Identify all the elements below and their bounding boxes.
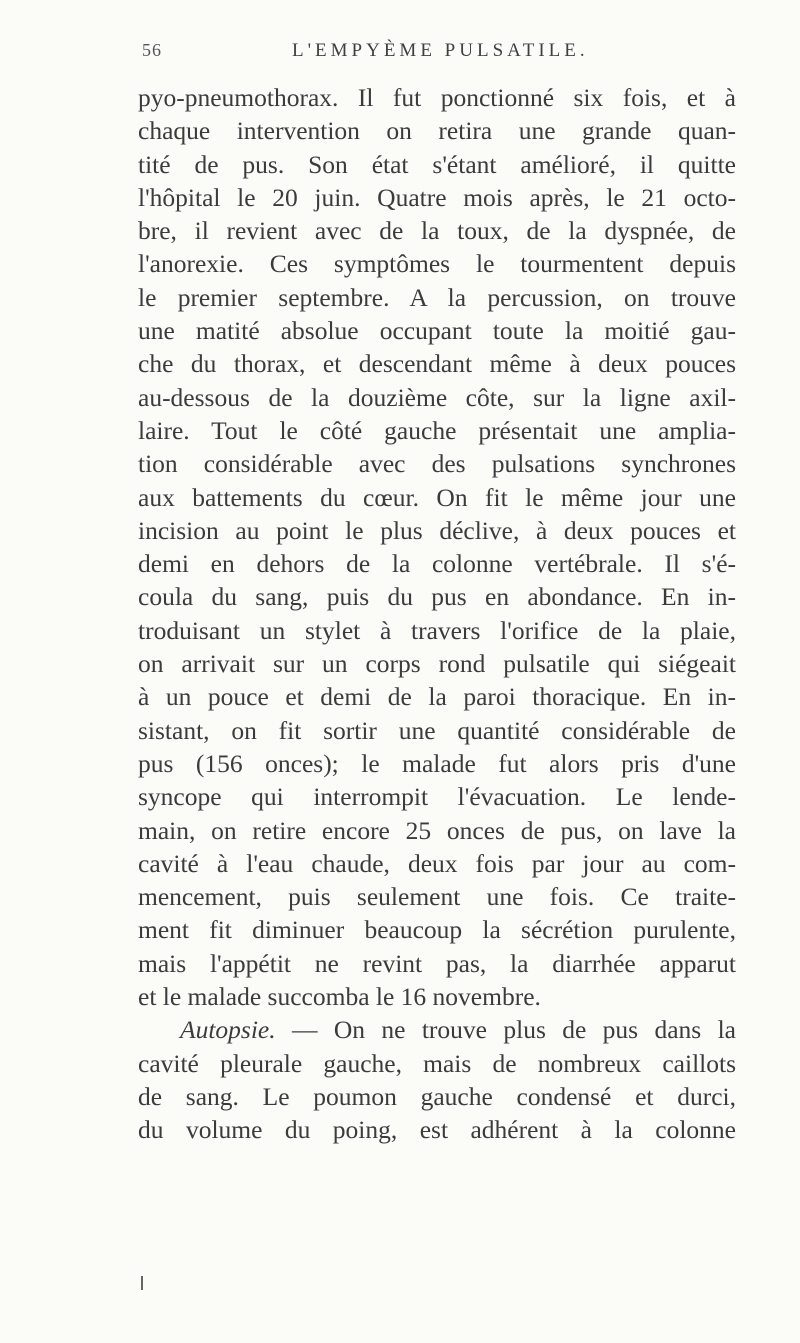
text-line: incision au point le plus déclive, à deux pouces et [138, 515, 736, 545]
text-line: demi en dehors de la colonne vertébrale. Il s'é- [138, 549, 736, 579]
text-line: — On ne trouve plus de pus dans la [275, 1015, 736, 1045]
text-line: chaque intervention on retira une grande quan- [138, 116, 736, 146]
text-line: à un pouce et demi de la paroi thoracique. En in- [138, 682, 736, 712]
text-line: aux battements du cœur. On fit le même jour une [138, 482, 736, 512]
text-line: pus (156 onces); le malade fut alors pris d'une [138, 748, 736, 778]
text-line: on arrivait sur un corps rond pulsatile qui siégeait [138, 649, 736, 679]
text-line: laire. Tout le côté gauche présentait une amplia- [138, 415, 736, 445]
text-line: et le malade succomba le 16 novembre. [138, 982, 541, 1012]
text-line: sistant, on fit sortir une quantité considérable de [138, 715, 736, 745]
text-line: main, on retire encore 25 onces de pus, on lave la [138, 815, 736, 845]
text-line: pyo-pneumothorax. Il fut ponctionné six fois, et à [138, 83, 736, 112]
text-line: l'hôpital le 20 juin. Quatre mois après, le 21 octo- [138, 182, 736, 212]
text-line: tion considérable avec des pulsations synchrones [138, 449, 736, 479]
text-line: au-dessous de la douzième côte, sur la ligne axil- [138, 382, 736, 412]
text-line: mais l'appétit ne revint pas, la diarrhée apparut [138, 948, 736, 978]
text-line: du volume du poing, est adhérent à la colonne [138, 1115, 736, 1145]
running-title: L'EMPYÈME PULSATILE. [292, 40, 589, 61]
text-line: cavité pleurale gauche, mais de nombreux caillots [138, 1048, 736, 1078]
text-line: l'anorexie. Ces symptômes le tourmentent depuis [138, 249, 736, 279]
text-line: tité de pus. Son état s'étant amélioré, il quitte [138, 149, 736, 179]
body-text [138, 81, 736, 1147]
text-line: syncope qui interrompit l'évacuation. Le lende- [138, 782, 736, 812]
autopsy-paragraph-start [138, 1013, 736, 1046]
text-line: coula du sang, puis du pus en abondance. En in- [138, 582, 736, 612]
text-line: le premier septembre. A la percussion, on trouve [138, 282, 736, 312]
text-line: ment fit diminuer beaucoup la sécrétion purulente, [138, 915, 736, 945]
text-line: bre, il revient avec de la toux, de la dyspnée, de [138, 216, 736, 246]
text-line: cavité à l'eau chaude, deux fois par jour au com- [138, 848, 736, 878]
autopsy-label: Autopsie. [180, 1015, 276, 1045]
print-mark [141, 1276, 143, 1290]
page-number: 56 [142, 40, 162, 60]
page-header [142, 40, 702, 70]
text-line: une matité absolue occupant toute la moitié gau- [138, 316, 736, 346]
text-line: che du thorax, et descendant même à deux pouces [138, 349, 736, 379]
text-line: de sang. Le poumon gauche condensé et durci, [138, 1081, 736, 1111]
text-line: troduisant un stylet à travers l'orifice de la plaie, [138, 615, 736, 645]
text-line: mencement, puis seulement une fois. Ce traite- [138, 882, 736, 912]
